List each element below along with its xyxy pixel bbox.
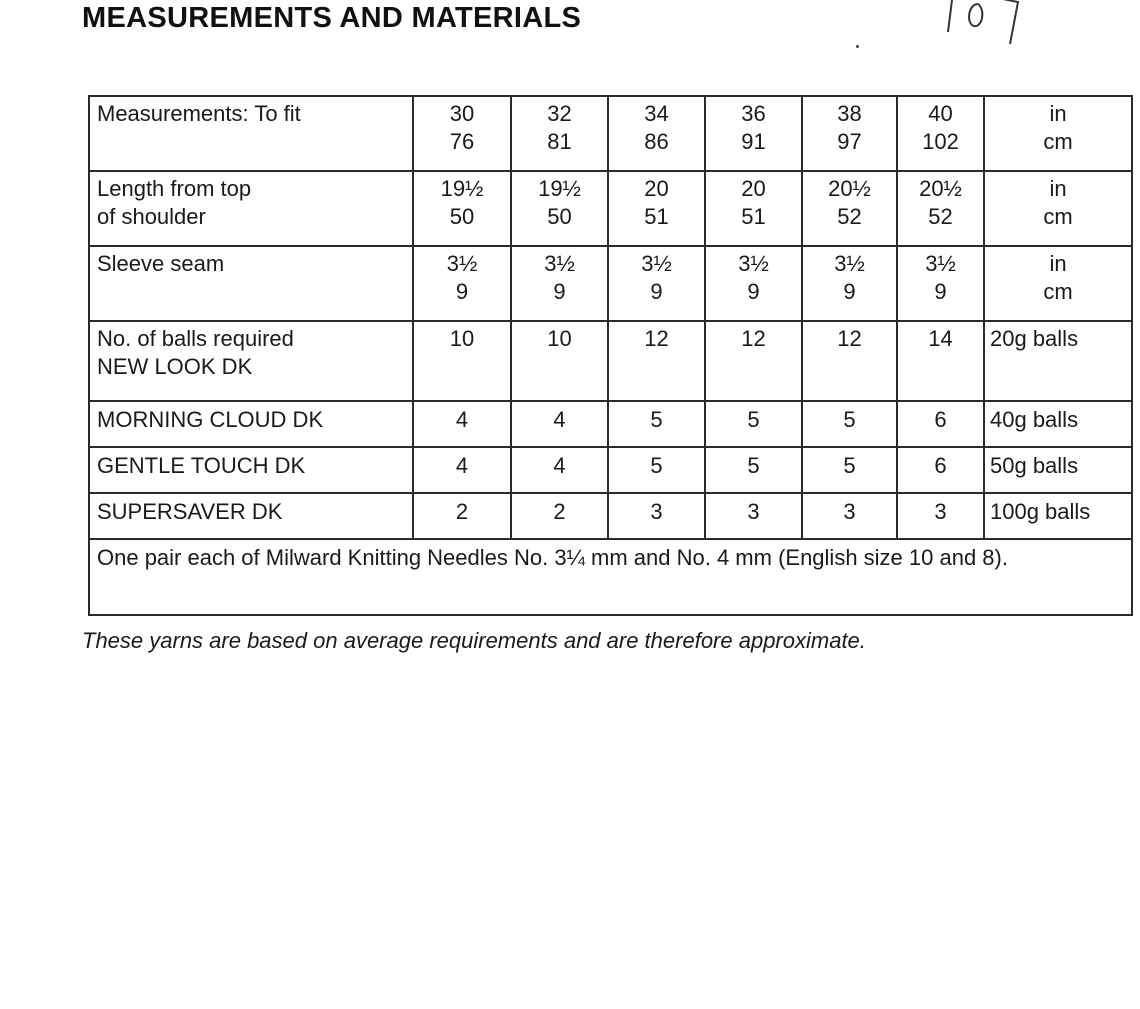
length-cell: 20 51 (608, 171, 705, 246)
row-label: Sleeve seam (89, 246, 413, 321)
table-row-measurements (89, 96, 1132, 171)
table-row-length (89, 171, 1132, 246)
table-row-new-look (89, 321, 1132, 401)
size-cell: 40 102 (897, 96, 984, 171)
unit-cell: 100g balls (984, 493, 1132, 539)
ball-count-cell: 6 (897, 401, 984, 447)
table-row-gentle-touch (89, 447, 1132, 493)
page-title: MEASUREMENTS AND MATERIALS (82, 2, 582, 34)
ball-count-cell: 10 (511, 321, 608, 401)
ball-count-cell: 5 (705, 447, 802, 493)
unit-cell: 20g balls (984, 321, 1132, 401)
ball-count-cell: 12 (802, 321, 897, 401)
ball-count-cell: 6 (897, 447, 984, 493)
sleeve-cell: 3½ 9 (511, 246, 608, 321)
row-label: No. of balls required NEW LOOK DK (89, 321, 413, 401)
ball-count-cell: 3 (608, 493, 705, 539)
handwritten-page-number (940, 0, 1030, 50)
size-cell: 32 81 (511, 96, 608, 171)
sleeve-cell: 3½ 9 (608, 246, 705, 321)
table-row-sleeve (89, 246, 1132, 321)
size-cell: 34 86 (608, 96, 705, 171)
unit-cell: 50g balls (984, 447, 1132, 493)
length-cell: 20½ 52 (897, 171, 984, 246)
ball-count-cell: 5 (608, 447, 705, 493)
approximation-note: These yarns are based on average requirements and are therefore approximate. (82, 628, 866, 653)
ball-count-cell: 5 (802, 401, 897, 447)
sleeve-cell: 3½ 9 (705, 246, 802, 321)
size-cell: 38 97 (802, 96, 897, 171)
table-row-needles (89, 539, 1132, 615)
sleeve-cell: 3½ 9 (802, 246, 897, 321)
size-cell: 30 76 (413, 96, 511, 171)
length-cell: 19½ 50 (511, 171, 608, 246)
row-label: GENTLE TOUCH DK (89, 447, 413, 493)
page-speck (856, 45, 859, 48)
sleeve-cell: 3½ 9 (897, 246, 984, 321)
ball-count-cell: 2 (413, 493, 511, 539)
ball-count-cell: 4 (413, 447, 511, 493)
unit-cell: 40g balls (984, 401, 1132, 447)
row-label: Measurements: To fit (89, 96, 413, 171)
needles-note: One pair each of Milward Knitting Needles No. 3¼ mm and No. 4 mm (English size 10 and 8). (89, 539, 1132, 615)
ball-count-cell: 4 (511, 401, 608, 447)
table-row-supersaver (89, 493, 1132, 539)
ball-count-cell: 2 (511, 493, 608, 539)
length-cell: 20½ 52 (802, 171, 897, 246)
ball-count-cell: 12 (608, 321, 705, 401)
ball-count-cell: 5 (608, 401, 705, 447)
size-cell: 36 91 (705, 96, 802, 171)
unit-cell: in cm (984, 171, 1132, 246)
ball-count-cell: 3 (705, 493, 802, 539)
ball-count-cell: 3 (802, 493, 897, 539)
ball-count-cell: 5 (802, 447, 897, 493)
ball-count-cell: 10 (413, 321, 511, 401)
ball-count-cell: 4 (413, 401, 511, 447)
ball-count-cell: 3 (897, 493, 984, 539)
row-label: MORNING CLOUD DK (89, 401, 413, 447)
unit-cell: in cm (984, 96, 1132, 171)
length-cell: 19½ 50 (413, 171, 511, 246)
ball-count-cell: 14 (897, 321, 984, 401)
ball-count-cell: 12 (705, 321, 802, 401)
row-label: Length from top of shoulder (89, 171, 413, 246)
row-label: SUPERSAVER DK (89, 493, 413, 539)
ball-count-cell: 4 (511, 447, 608, 493)
unit-cell: in cm (984, 246, 1132, 321)
table-row-morning-cloud (89, 401, 1132, 447)
ball-count-cell: 5 (705, 401, 802, 447)
measurements-table (88, 95, 1133, 616)
sleeve-cell: 3½ 9 (413, 246, 511, 321)
length-cell: 20 51 (705, 171, 802, 246)
